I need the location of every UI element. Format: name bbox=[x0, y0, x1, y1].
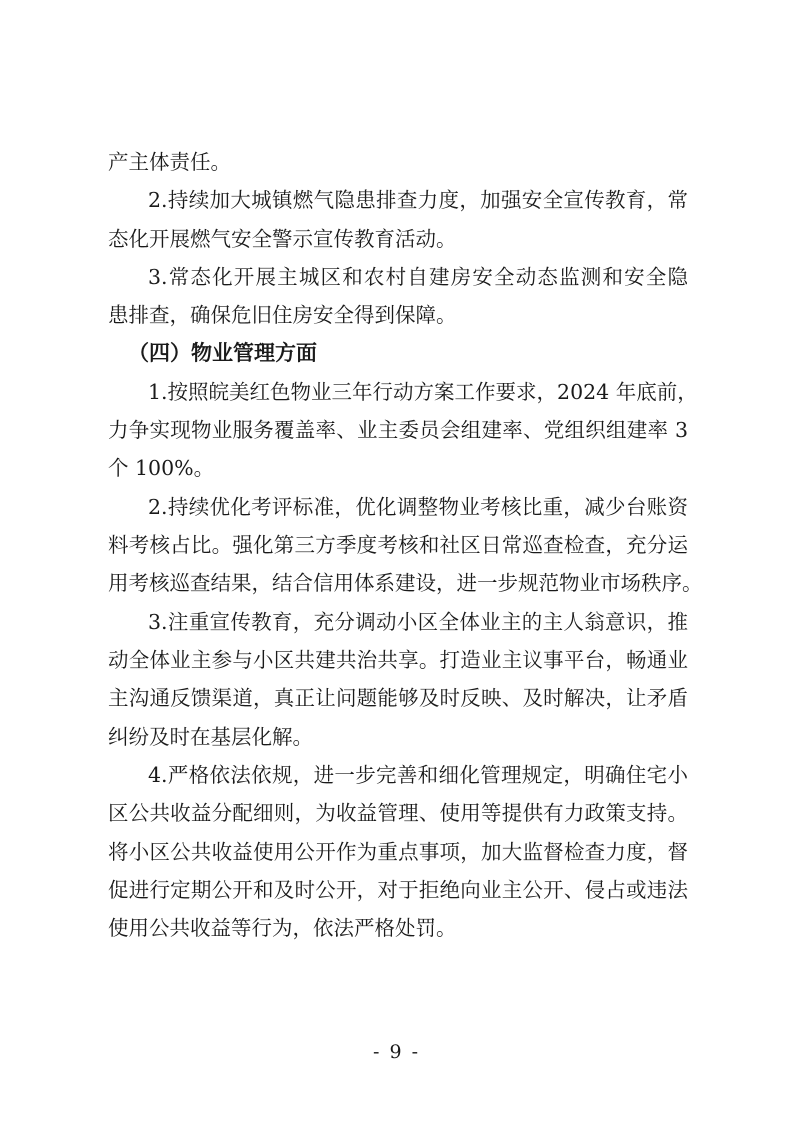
text-line: 个 100%。 bbox=[108, 456, 215, 480]
text-line: 态化开展燃气安全警示宣传教育活动。 bbox=[108, 227, 457, 251]
text-line: 促进行定期公开和及时公开，对于拒绝向业主公开、侵占或违法 bbox=[108, 878, 688, 902]
text-line: 主沟通反馈渠道，真正让问题能够及时反映、及时解决，让矛盾 bbox=[108, 686, 688, 710]
text-line: 4.严格依法依规，进一步完善和细化管理规定，明确住宅小 bbox=[148, 763, 688, 787]
text-line: 患排查，确保危旧住房安全得到保障。 bbox=[108, 303, 457, 327]
text-line: 纠纷及时在基层化解。 bbox=[108, 725, 313, 749]
text-line: 将小区公共收益使用公开作为重点事项，加大监督检查力度，督 bbox=[108, 840, 688, 864]
text-line: 使用公共收益等行为，依法严格处罚。 bbox=[108, 916, 457, 940]
page-number: - 9 - bbox=[372, 1041, 420, 1063]
text-line: 3.注重宣传教育，充分调动小区全体业主的主人翁意识，推 bbox=[148, 610, 688, 634]
text-line: 区公共收益分配细则，为收益管理、使用等提供有力政策支持。 bbox=[108, 801, 688, 825]
text-line: 力争实现物业服务覆盖率、业主委员会组建率、党组织组建率 3 bbox=[108, 418, 688, 442]
text-line: 产主体责任。 bbox=[108, 150, 231, 174]
text-line: 动全体业主参与小区共建共治共享。打造业主议事平台，畅通业 bbox=[108, 648, 688, 672]
text-line: 2.持续加大城镇燃气隐患排查力度，加强安全宣传教育，常 bbox=[148, 188, 688, 212]
text-line: 1.按照皖美红色物业三年行动方案工作要求，2024 年底前， bbox=[148, 380, 698, 404]
text-line: 3.常态化开展主城区和农村自建房安全动态监测和安全隐 bbox=[148, 265, 688, 289]
text-line: 2.持续优化考评标准，优化调整物业考核比重，减少台账资 bbox=[148, 495, 688, 519]
text-line: 料考核占比。强化第三方季度考核和社区日常巡查检查，充分运 bbox=[108, 533, 688, 557]
section-heading: （四）物业管理方面 bbox=[128, 341, 317, 365]
text-line: 用考核巡查结果，结合信用体系建设，进一步规范物业市场秩序。 bbox=[108, 571, 703, 595]
